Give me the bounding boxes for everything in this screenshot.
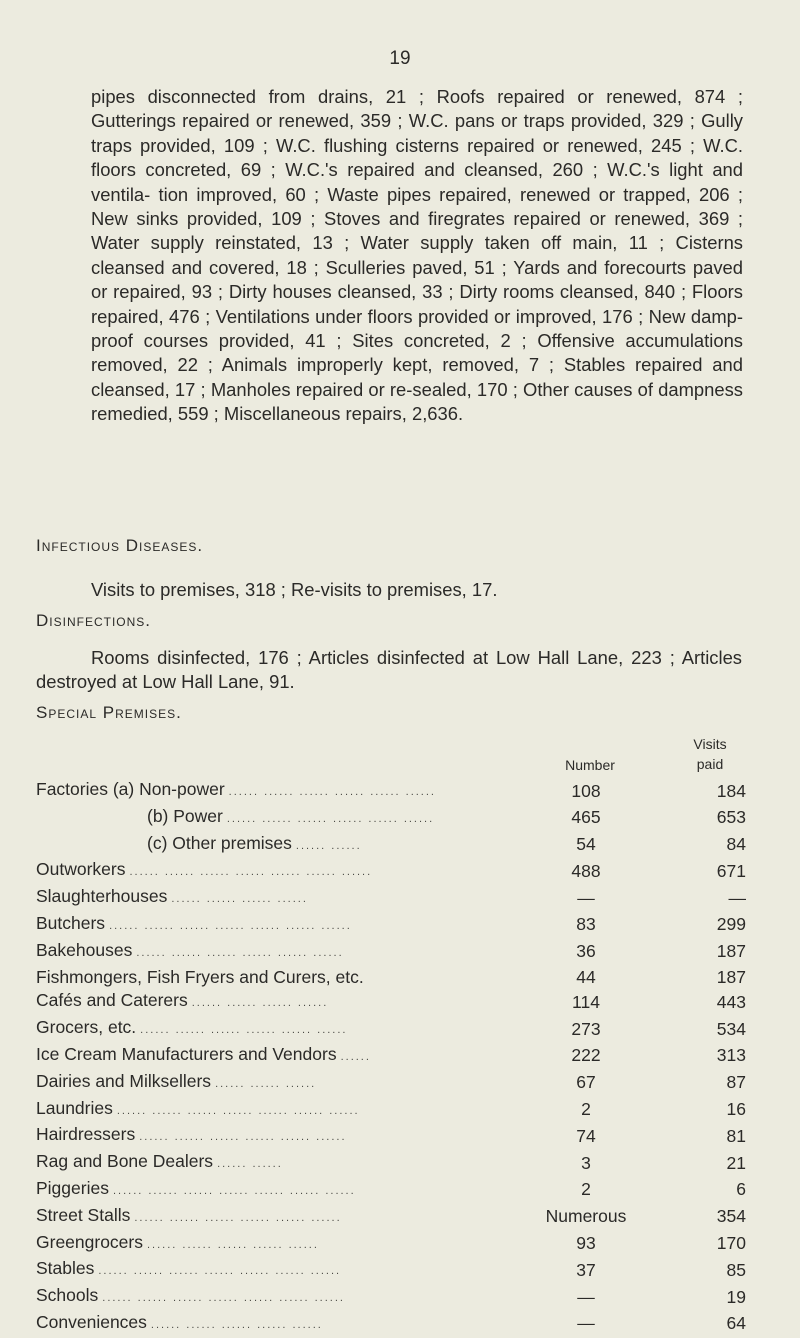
premises-number: Numerous: [545, 1206, 627, 1227]
premises-visits: 354: [716, 1206, 746, 1227]
premises-number: 74: [576, 1125, 596, 1146]
table-row: [36, 832, 746, 859]
premises-visits: 443: [716, 991, 746, 1012]
premises-label: Butchers: [36, 913, 109, 933]
dot-leader: ...... ...... ......: [215, 1077, 317, 1090]
dot-leader: ...... ...... ...... ...... ...... ...... ......: [129, 866, 373, 879]
premises-label-cell: [36, 966, 526, 990]
dot-leader: ...... ...... ...... ...... ...... ......: [136, 946, 344, 959]
premises-label-cell: [36, 1204, 526, 1231]
dot-leader: ...... ...... ...... ...... ...... ......: [140, 1024, 348, 1037]
dot-leader: ...... ...... ...... ...... ...... ...... ......: [116, 1104, 360, 1117]
table-row: [36, 885, 746, 912]
premises-number: 93: [576, 1233, 596, 1254]
table-row: [36, 1177, 746, 1204]
column-header-number: Number: [565, 757, 615, 773]
dot-leader: ...... ...... ...... ......: [191, 997, 329, 1010]
premises-label: Bakehouses: [36, 940, 136, 960]
premises-label-cell: [36, 1311, 526, 1338]
premises-label: Street Stalls: [36, 1205, 134, 1225]
premises-visits: 16: [726, 1099, 746, 1120]
dot-leader: ...... ...... ...... ......: [171, 893, 308, 906]
dot-leader: ...... ...... ...... ...... ......: [150, 1318, 323, 1331]
premises-visits: 671: [716, 860, 746, 881]
dot-leader: ...... ...... ...... ...... ...... ...... ......: [98, 1265, 342, 1278]
premises-number: 273: [571, 1018, 601, 1039]
premises-visits: 6: [736, 1179, 746, 1200]
column-header-visits-line2: paid: [696, 756, 724, 772]
premises-visits: 21: [726, 1152, 746, 1173]
infectious-diseases-heading: Infectious Diseases.: [36, 536, 204, 555]
repairs-paragraph: pipes disconnected from drains, 21 ; Roofs repaired or renewed, 874 ; Gutterings repaired or renewed, 359 ; W.C. pans or traps provided, 329 ; Gully traps provided, 109 ; W.C. flushing cisterns repaired or renewed, 245 ; W.C. floors concreted, 69 ; W.C.'s repaired and cleansed, 260 ; W.C.'s light and ventila- tion improved, 60 ; Waste pipes repaired, renewed or trapped, 206 ; New sinks provided, 109 ; Stoves and firegrates repaired or renewed, 369 ; Water supply reinstated, 13 ; Water supply taken off main, 11 ; Cisterns cleansed and covered, 18 ; Sculleries paved, 51 ; Yards and forecourts paved or repaired, 93 ; Dirty houses cleansed, 33 ; Dirty rooms cleansed, 840 ; Floors repaired, 476 ; Ventilations under floors provided or improved, 176 ; New damp-proof courses provided, 41 ; Sites concreted, 2 ; Offensive accumulations removed, 22 ; Animals improperly kept, removed, 7 ; Stables repaired and cleansed, 17 ; Manholes repaired or re-sealed, 170 ; Other causes of dampness remedied, 559 ; Miscellaneous repairs, 2,636.: [91, 86, 743, 425]
premises-label: Fishmongers, Fish Fryers and Curers, etc.: [36, 967, 368, 987]
table-row: [36, 966, 746, 990]
premises-number: 2: [581, 1099, 591, 1120]
table-row: [36, 912, 746, 939]
table-row: [36, 1123, 746, 1150]
premises-visits: 81: [726, 1125, 746, 1146]
special-premises-table: [36, 778, 746, 1338]
premises-number: 114: [572, 991, 600, 1012]
premises-visits: 19: [726, 1286, 746, 1307]
premises-label: Factories (a) Non-power: [36, 779, 229, 799]
special-premises-rows: [36, 778, 746, 1338]
dot-leader: ...... ...... ...... ...... ...... ...... ......: [102, 1292, 345, 1305]
table-row: [36, 939, 746, 966]
premises-label: Grocers, etc.: [36, 1017, 140, 1037]
premises-label-cell: [36, 832, 526, 859]
premises-label-cell: [36, 989, 526, 1016]
premises-visits: 87: [726, 1072, 746, 1093]
premises-label-cell: [36, 778, 526, 805]
premises-number: —: [577, 1313, 595, 1334]
premises-label-cell: [36, 939, 526, 966]
premises-visits: 64: [726, 1313, 746, 1334]
premises-number: 2: [581, 1179, 591, 1200]
premises-label: Laundries: [36, 1098, 117, 1118]
column-header-visits-line1: Visits: [693, 736, 727, 752]
premises-label: Slaughterhouses: [36, 886, 171, 906]
premises-label-cell: [36, 1043, 526, 1070]
dot-leader: ...... ...... ...... ...... ......: [147, 1238, 319, 1251]
table-row: [36, 1257, 746, 1284]
premises-visits: 653: [716, 807, 746, 828]
premises-label: Conveniences: [36, 1312, 151, 1332]
premises-number: 36: [576, 941, 596, 962]
premises-visits: 170: [716, 1233, 746, 1254]
premises-label-cell: [36, 858, 526, 885]
special-premises-heading: Special Premises.: [36, 703, 182, 722]
premises-label: (b) Power: [36, 806, 227, 826]
table-row: [36, 989, 746, 1016]
table-row: [36, 805, 746, 832]
table-row: [36, 1204, 746, 1231]
premises-number: 37: [576, 1259, 596, 1280]
table-row: [36, 1043, 746, 1070]
premises-label: Hairdressers: [36, 1124, 139, 1144]
premises-number: 465: [571, 807, 601, 828]
table-row: [36, 1231, 746, 1258]
premises-label-cell: [36, 1016, 526, 1043]
premises-visits: 187: [716, 966, 746, 987]
premises-visits: 187: [716, 941, 746, 962]
page-number: 19: [389, 48, 411, 69]
dot-leader: ...... ...... ...... ...... ...... ......: [134, 1211, 342, 1224]
premises-number: 54: [576, 834, 596, 855]
dot-leader: ...... ...... ...... ...... ...... ...... ......: [109, 919, 352, 932]
premises-number: 108: [571, 780, 601, 801]
premises-label-cell: [36, 1123, 526, 1150]
premises-label: Piggeries: [36, 1178, 113, 1198]
premises-label: Greengrocers: [36, 1232, 147, 1252]
premises-visits: 85: [726, 1259, 746, 1280]
disinfections-heading: Disinfections.: [36, 611, 152, 630]
infectious-diseases-text: Visits to premises, 318 ; Re-visits to premises, 17.: [91, 579, 498, 600]
premises-number: 83: [576, 914, 596, 935]
premises-label-cell: [36, 1257, 526, 1284]
premises-visits: 84: [726, 834, 746, 855]
dot-leader: ...... ...... ...... ...... ...... ......: [228, 786, 436, 798]
premises-visits: 184: [716, 780, 746, 801]
premises-visits: —: [728, 887, 746, 908]
dot-leader: ...... ...... ...... ...... ...... ......: [226, 812, 435, 825]
premises-number: 3: [581, 1152, 591, 1173]
premises-label: Cafés and Caterers: [36, 990, 192, 1010]
premises-label-cell: [36, 1097, 526, 1124]
dot-leader: ......: [340, 1050, 371, 1063]
table-row: [36, 1097, 746, 1124]
premises-label: Dairies and Milksellers: [36, 1071, 215, 1091]
dot-leader: ...... ...... ...... ...... ...... ...... ......: [112, 1184, 356, 1197]
premises-number: 67: [576, 1072, 596, 1093]
premises-label: (c) Other premises: [36, 833, 296, 853]
premises-number: 488: [571, 860, 601, 881]
premises-label: Stables: [36, 1258, 98, 1278]
dot-leader: ...... ...... ...... ...... ...... ......: [139, 1131, 347, 1144]
table-row: [36, 1150, 746, 1177]
table-row: [36, 1016, 746, 1043]
table-row: [36, 1311, 746, 1338]
premises-label-cell: [36, 805, 526, 832]
table-row: [36, 858, 746, 885]
premises-visits: 299: [716, 914, 746, 935]
premises-label-cell: [36, 1284, 526, 1311]
premises-label: Ice Cream Manufacturers and Vendors: [36, 1044, 341, 1064]
premises-label-cell: [36, 1150, 526, 1177]
premises-visits: 534: [716, 1018, 746, 1039]
dot-leader: ...... ......: [295, 839, 362, 852]
premises-label-cell: [36, 1070, 526, 1097]
table-row: [36, 778, 746, 805]
premises-label-cell: [36, 1177, 526, 1204]
premises-number: —: [577, 887, 595, 908]
premises-number: 222: [571, 1045, 601, 1066]
premises-label-cell: [36, 885, 526, 912]
disinfections-text: Rooms disinfected, 176 ; Articles disinfected at Low Hall Lane, 223 ; Articles destroyed at Low Hall Lane, 91.: [36, 647, 742, 693]
premises-label-cell: [36, 912, 526, 939]
premises-number: —: [577, 1286, 595, 1307]
table-row: [36, 1070, 746, 1097]
premises-label: Schools: [36, 1285, 102, 1305]
table-row: [36, 1284, 746, 1311]
premises-label: Outworkers: [36, 859, 129, 879]
premises-visits: 313: [716, 1045, 746, 1066]
column-header-visits: [660, 736, 760, 772]
premises-number: 44: [576, 966, 596, 987]
premises-label-cell: [36, 1231, 526, 1258]
premises-label: Rag and Bone Dealers: [36, 1151, 217, 1171]
dot-leader: ...... ......: [217, 1158, 283, 1171]
